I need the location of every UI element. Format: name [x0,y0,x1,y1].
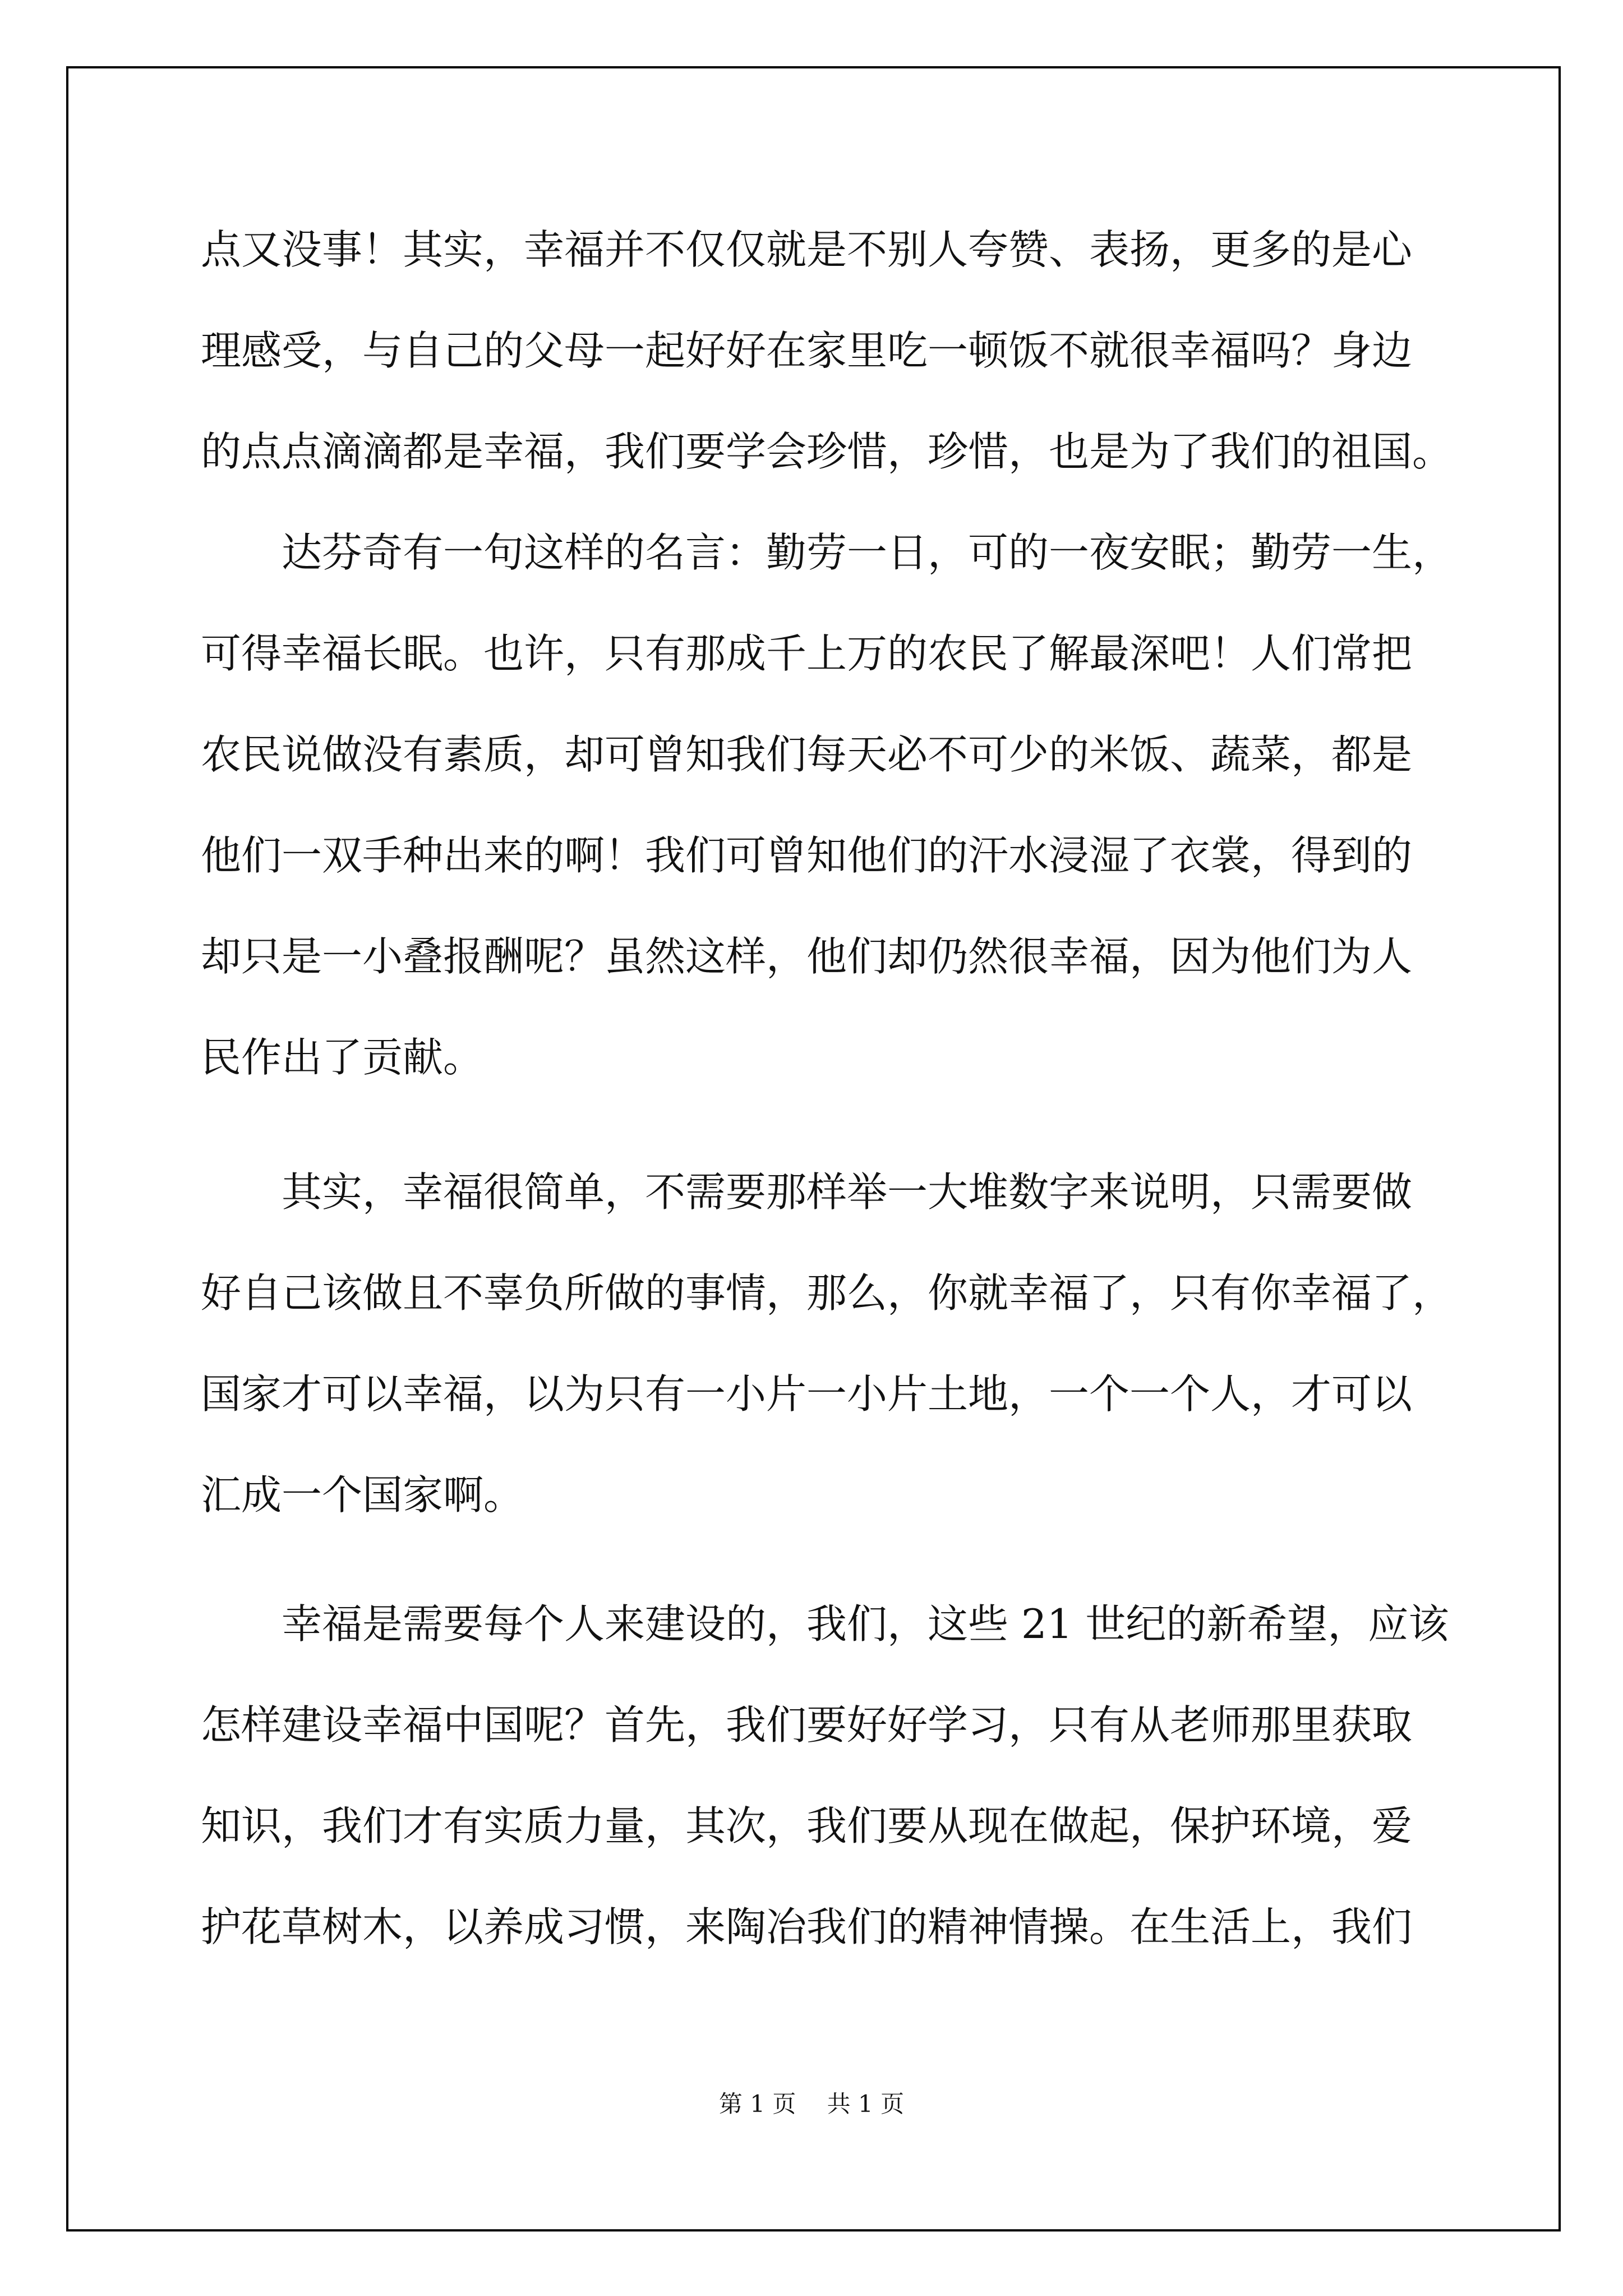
text-line: 农民说做没有素质，却可曾知我们每天必不可少的米饭、蔬菜，都是 [201,731,1413,778]
text-line: 理感受，与自己的父母一起好好在家里吃一顿饭不就很幸福吗？身边 [201,327,1413,374]
text-line: 怎样建设幸福中国呢？首先，我们要好好学习，只有从老师那里获取 [201,1701,1413,1749]
page-number-footer: 第 1 页 共 1 页 [718,2090,905,2118]
text-line: 护花草树木，以养成习惯，来陶冶我们的精神情操。在生活上，我们 [201,1903,1413,1950]
text-line: 知识，我们才有实质力量，其次，我们要从现在做起，保护环境，爱 [201,1802,1413,1849]
text-line: 其实，幸福很简单，不需要那样举一大堆数字来说明，只需要做 [201,1168,1413,1216]
text-line: 好自己该做且不辜负所做的事情，那么，你就幸福了，只有你幸福了， [201,1269,1453,1317]
text-line: 可得幸福长眠。也许，只有那成千上万的农民了解最深吧！人们常把 [201,630,1413,677]
text-line: 汇成一个国家啊。 [201,1471,524,1519]
text-line: 国家才可以幸福，以为只有一小片一小片土地，一个一个人，才可以 [201,1370,1413,1418]
text-line: 达芬奇有一句这样的名言：勤劳一日，可的一夜安眠；勤劳一生， [201,529,1453,576]
text-line: 民作出了贡献。 [201,1034,484,1081]
text-line: 却只是一小叠报酬呢？虽然这样，他们却仍然很幸福，因为他们为人 [201,933,1413,980]
text-line: 幸福是需要每个人来建设的，我们，这些 21 世纪的新希望，应该 [201,1600,1449,1648]
text-line: 他们一双手种出来的啊！我们可曾知他们的汗水浸湿了衣裳，得到的 [201,832,1413,879]
text-line: 的点点滴滴都是幸福，我们要学会珍惜，珍惜，也是为了我们的祖国。 [201,428,1453,475]
text-line: 点又没事！其实，幸福并不仅仅就是不别人夸赞、表扬，更多的是心 [201,226,1413,273]
